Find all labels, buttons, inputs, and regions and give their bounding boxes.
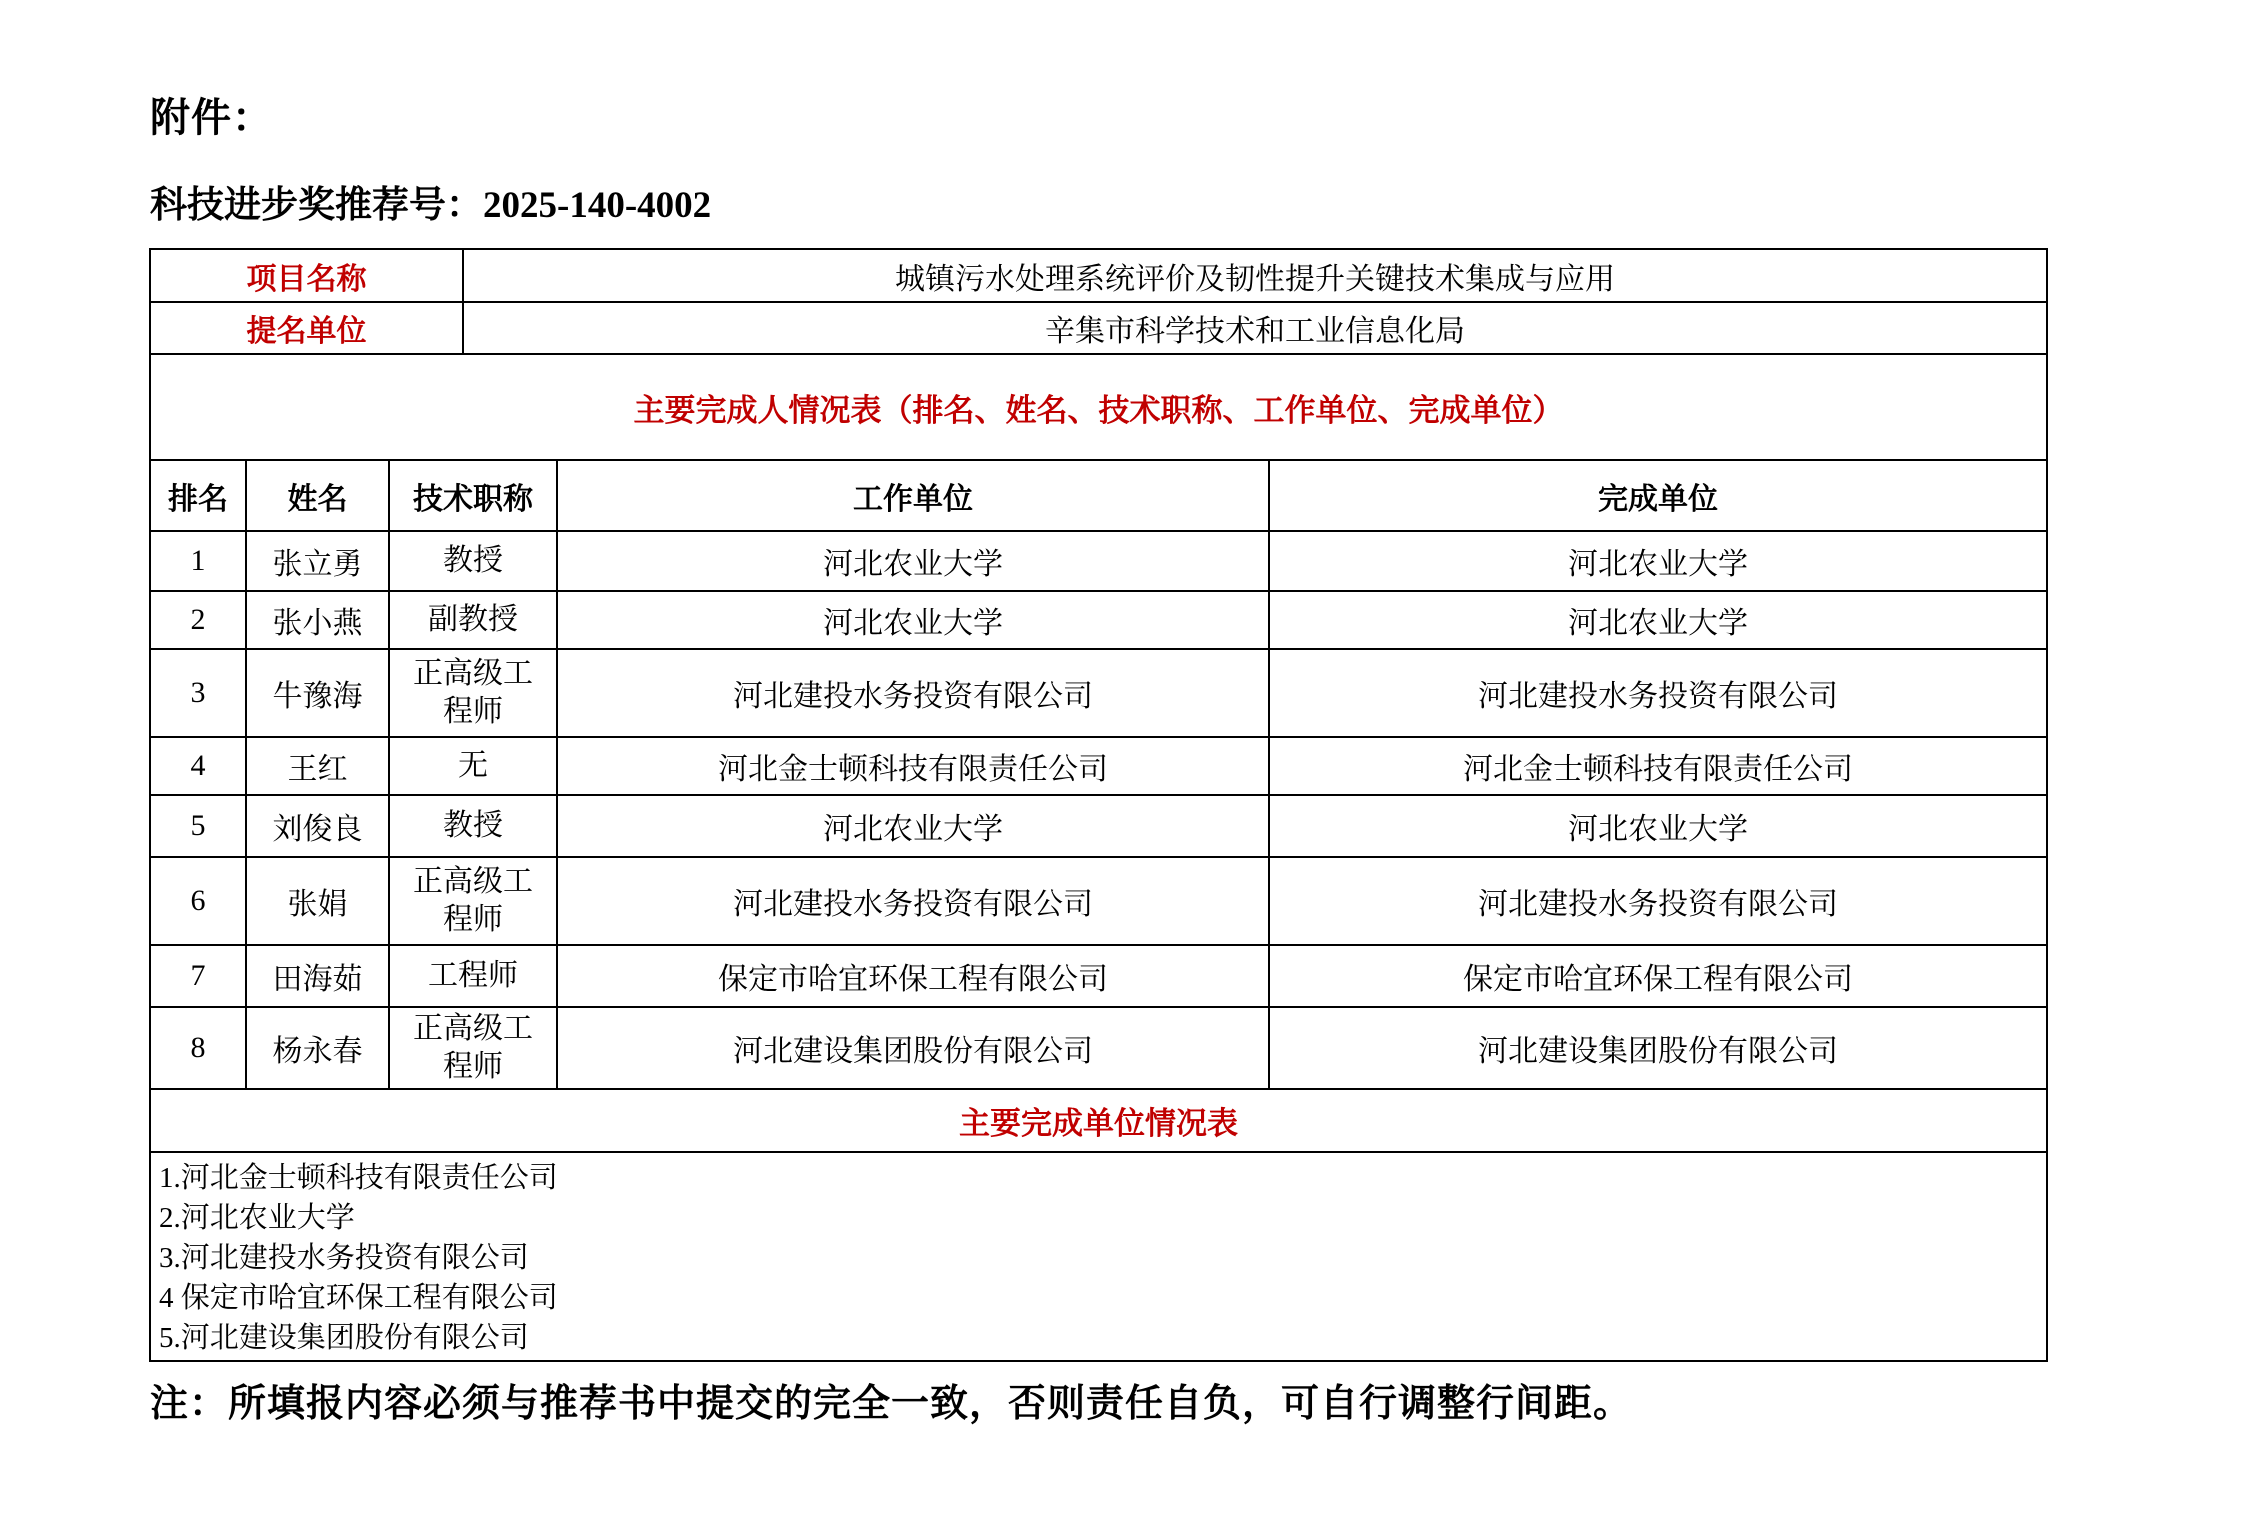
cell-title: 教授	[389, 531, 557, 591]
units-section-title: 主要完成单位情况表	[151, 1090, 2046, 1153]
completers-table	[151, 461, 2046, 1090]
cell-title: 正高级工程师	[389, 649, 557, 737]
cell-name: 牛豫海	[246, 649, 389, 737]
cell-title: 无	[389, 737, 557, 795]
cell-work-unit: 河北建投水务投资有限公司	[557, 649, 1269, 737]
cell-name: 王红	[246, 737, 389, 795]
cell-title: 工程师	[389, 945, 557, 1007]
completers-header-row	[151, 461, 2046, 531]
project-info-table	[151, 250, 2046, 355]
header-completion-unit: 完成单位	[1269, 461, 2046, 531]
nominating-unit-value: 辛集市科学技术和工业信息化局	[463, 302, 2046, 354]
project-name-label: 项目名称	[151, 250, 463, 302]
note-text: 注：所填报内容必须与推荐书中提交的完全一致，否则责任自负，可自行调整行间距。	[150, 1383, 1633, 1425]
header-title: 技术职称	[389, 461, 557, 531]
cell-completion-unit: 河北建设集团股份有限公司	[1269, 1007, 2046, 1089]
cell-completion-unit: 河北建投水务投资有限公司	[1269, 857, 2046, 945]
cell-rank: 7	[151, 945, 246, 1007]
cell-work-unit: 河北农业大学	[557, 795, 1269, 857]
cell-completion-unit: 河北农业大学	[1269, 531, 2046, 591]
nominating-unit-label: 提名单位	[151, 302, 463, 354]
list-item: 3.河北建投水务投资有限公司	[159, 1242, 529, 1274]
table-row	[151, 302, 2046, 354]
completers-section-title: 主要完成人情况表（排名、姓名、技术职称、工作单位、完成单位）	[151, 355, 2046, 461]
cell-rank: 2	[151, 591, 246, 649]
table-row	[151, 945, 2046, 1007]
award-table	[149, 248, 2048, 1362]
table-row	[151, 857, 2046, 945]
cell-work-unit: 河北农业大学	[557, 591, 1269, 649]
cell-work-unit: 河北金士顿科技有限责任公司	[557, 737, 1269, 795]
cell-rank: 4	[151, 737, 246, 795]
cell-name: 刘俊良	[246, 795, 389, 857]
cell-completion-unit: 河北建投水务投资有限公司	[1269, 649, 2046, 737]
table-row	[151, 737, 2046, 795]
cell-work-unit: 河北农业大学	[557, 531, 1269, 591]
table-row	[151, 591, 2046, 649]
table-row	[151, 250, 2046, 302]
cell-completion-unit: 河北农业大学	[1269, 591, 2046, 649]
recommendation-label: 科技进步奖推荐号：	[150, 185, 483, 226]
cell-name: 田海茹	[246, 945, 389, 1007]
cell-completion-unit: 保定市哈宜环保工程有限公司	[1269, 945, 2046, 1007]
cell-rank: 3	[151, 649, 246, 737]
list-item: 1.河北金士顿科技有限责任公司	[159, 1162, 558, 1194]
cell-completion-unit: 河北农业大学	[1269, 795, 2046, 857]
cell-title: 正高级工程师	[389, 857, 557, 945]
cell-name: 张小燕	[246, 591, 389, 649]
cell-completion-unit: 河北金士顿科技有限责任公司	[1269, 737, 2046, 795]
recommendation-line	[150, 174, 711, 228]
units-list	[151, 1153, 2046, 1360]
list-item: 2.河北农业大学	[159, 1202, 355, 1234]
table-row	[151, 795, 2046, 857]
table-row	[151, 1007, 2046, 1089]
list-item: 4 保定市哈宜环保工程有限公司	[159, 1282, 558, 1314]
table-row	[151, 531, 2046, 591]
cell-title: 副教授	[389, 591, 557, 649]
cell-rank: 8	[151, 1007, 246, 1089]
cell-work-unit: 河北建设集团股份有限公司	[557, 1007, 1269, 1089]
table-row	[151, 649, 2046, 737]
attachment-label: 附件：	[150, 95, 273, 140]
cell-rank: 1	[151, 531, 246, 591]
cell-name: 张娟	[246, 857, 389, 945]
header-work-unit: 工作单位	[557, 461, 1269, 531]
cell-work-unit: 河北建投水务投资有限公司	[557, 857, 1269, 945]
cell-work-unit: 保定市哈宜环保工程有限公司	[557, 945, 1269, 1007]
cell-title: 正高级工程师	[389, 1007, 557, 1089]
project-name-value: 城镇污水处理系统评价及韧性提升关键技术集成与应用	[463, 250, 2046, 302]
cell-title: 教授	[389, 795, 557, 857]
cell-name: 杨永春	[246, 1007, 389, 1089]
cell-name: 张立勇	[246, 531, 389, 591]
header-name: 姓名	[246, 461, 389, 531]
recommendation-number: 2025-140-4002	[483, 185, 712, 226]
header-rank: 排名	[151, 461, 246, 531]
list-item: 5.河北建设集团股份有限公司	[159, 1322, 529, 1354]
cell-rank: 6	[151, 857, 246, 945]
cell-rank: 5	[151, 795, 246, 857]
